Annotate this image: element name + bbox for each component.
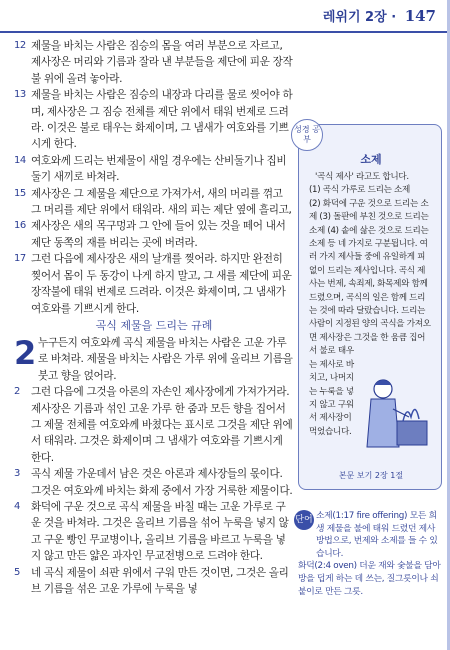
verse-number: 12 — [14, 40, 26, 51]
verse-text: 네 곡식 제물이 쇠판 위에서 구워 만든 것이면, 그것은 올리브 기름을 섞은 고운 가루에 누룩을 넣 — [31, 566, 289, 595]
word-note: 소제(1:17 fire offering) 모든 희생 제물을 불에 태워 드렸던 제사 방법으로, 번제와 소제를 들 수 있습니다. — [316, 511, 438, 559]
study-sidebar — [294, 124, 442, 490]
sidebar-line: (2) 화덕에 구운 것으로 드리는 소제 (3) 돌판에 부친 것으로 드리는 소제 (4) 솥에 삶은 것으로 드리는 소제 등 네 가지로 구분됩니다. 여러 가지 제사들 중에 유일하게 피 없이 드리는 제사입니다. 곡식 제사는 번제, 속죄제, 화목제와 함께 드렸으며, 곡식의 일은 함께 드리는 것에 따라 달랐습니다. 드리는 사람이 지정된 양의 곡식을 가져오면 제사장은 그것을 한 움큼 집어 — [309, 198, 431, 343]
verse — [14, 499, 294, 565]
verse-number: 14 — [14, 154, 26, 166]
verse-text: 화덕에 구운 것으로 곡식 제물을 바칠 때는 고운 가루로 구운 것을 바쳐라. 그것은 올리브 기름을 섞어 누룩을 넣지 않고 구운 빵인 무교병이나, 올리브 기름을 바르고 누룩을 넣지 않고 만든 얇은 과자인 무교전병으로 드려야 한다. — [31, 500, 289, 563]
chapter-number: 2 — [14, 333, 36, 372]
verse — [14, 565, 294, 598]
chapter-opening-verse — [14, 335, 294, 384]
verse-number: 2 — [14, 386, 20, 398]
verse — [14, 466, 294, 499]
main-text-column — [14, 38, 294, 597]
header-rule — [0, 31, 450, 33]
verse-number: 15 — [14, 187, 26, 199]
verse-text: 여호와께 드리는 번제물이 새일 경우에는 산비둘기나 집비둘기 새끼로 바쳐라. — [31, 154, 287, 184]
verse-text: 곡식 제물 가운데서 남은 것은 아론과 제사장들의 몫이다. 그것은 여호와께 바치는 화제 중에서 가장 거룩한 제물이다. — [31, 468, 293, 497]
verse — [14, 153, 294, 186]
verse — [14, 38, 294, 87]
verse-number: 17 — [14, 253, 26, 265]
verse-text: 그런 다음에 그것을 아론의 자손인 제사장에게 가져가거라. 제사장은 기름과 섞인 고운 가루 한 줌과 모든 향을 집어서 그 제물 전체를 여호와께 바쳤다는 표시로 그것을 제단 위에서 태워라. 그것은 화제이며 그 냄새가 여호와를 기쁘시게 한다. — [31, 386, 293, 464]
verse-text: 그런 다음에 제사장은 새의 날개를 찢어라. 하지만 완전히 찢어서 몸이 두 동강이 나게 하지 말고, 그 새를 제단에 피운 장작불에 태워 번제로 드려라. 이것은 화제이며, 그 냄새가 여호와를 기쁘시게 한다. — [31, 253, 292, 315]
verse-text: 제사장은 새의 목구멍과 그 안에 들어 있는 것을 떼어 내서 제단 동쪽의 재를 버리는 곳에 버려라. — [31, 220, 286, 249]
sidebar-badge: 성경 공부 — [291, 119, 323, 151]
sidebar-line: '곡식 제사' 라고도 합니다. — [315, 172, 409, 182]
verse-number: 5 — [14, 566, 20, 578]
verse-text: 누구든지 여호와께 곡식 제물을 바치는 사람은 고운 가루로 바쳐라. 제물을 바치는 사람은 가루 위에 올리브 기름을 붓고 향을 얹어라. — [38, 336, 293, 382]
sidebar-title: 소제 — [360, 153, 382, 166]
sidebar-reference: 본문 보기 2장 1절 — [338, 471, 404, 480]
verse — [14, 87, 294, 153]
header-dot: · — [391, 10, 397, 25]
verse — [14, 186, 294, 219]
sidebar-line: (1) 곡식 가루로 드리는 소제 — [309, 185, 411, 196]
sidebar-line: 서 불로 태우는 제사로 바치고, 나머지는 누룩을 넣지 않고 구워서 제사장이 먹었습니다. — [309, 346, 354, 437]
verse-number: 16 — [14, 220, 26, 232]
word-note: 화덕(2:4 oven) 더운 재와 숯불을 담아 방을 덥게 하는 데 쓰는, 질그릇이나 쇠붙이로 만든 그릇. — [298, 561, 441, 597]
book-chapter: 레위기 2장 — [322, 10, 387, 25]
priest-illustration — [353, 375, 431, 455]
word-notes — [295, 510, 442, 598]
verse-number: 4 — [14, 500, 20, 512]
verse — [14, 251, 294, 317]
section-heading: 곡식 제물을 드리는 규례 — [95, 318, 213, 332]
word-tag: 단어 — [294, 510, 314, 530]
verse-text: 제사장은 그 제물을 제단으로 가져가서, 새의 머리를 꺾고 그 머리를 제단 위에서 태워라. 새의 피는 제단 옆에 흘리고, — [31, 187, 292, 217]
verse — [14, 218, 294, 251]
verse-number: 3 — [14, 468, 20, 480]
page-header — [323, 6, 436, 25]
verse-text: 제물을 바치는 사람은 짐승의 몸을 여러 부분으로 자르고, 제사장은 머리와 기름과 잘라 낸 부분들을 제단에 피운 장작불 위에 올려 놓아라. — [31, 40, 293, 85]
page-number: 147 — [404, 7, 436, 25]
word-notes-text — [298, 510, 442, 598]
verse — [14, 384, 294, 466]
verse-number: 13 — [14, 89, 26, 101]
verse-text: 제물을 바치는 사람은 짐승의 내장과 다리를 물로 씻어야 하며, 제사장은 그 짐승 전체를 제단 위에서 태워 번제로 드려라. 이것은 불로 태우는 화제이며, 그 냄새가 여호와를 기쁘시게 한다. — [31, 89, 293, 151]
